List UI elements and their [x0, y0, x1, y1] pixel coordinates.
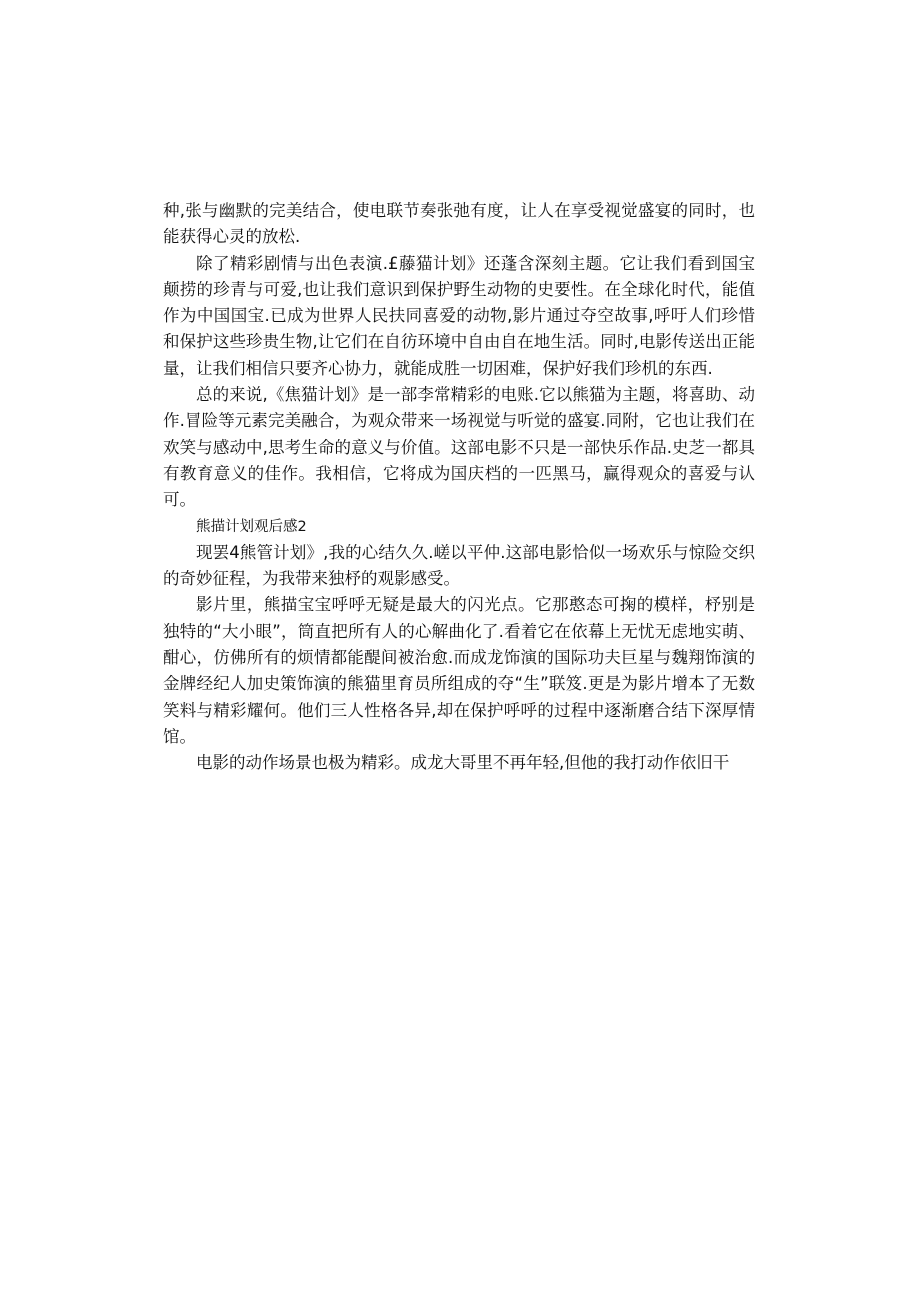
paragraph-summary: 总的来说,《焦猫计划》是一部李常精彩的电账.它以熊猫为主题，将喜助、动作.冒险等元素完美融合，为观众带来一场视觉与听觉的盛宴.同附，它也让我们在欢笑与感动中,思考生命的意义与价值。这部电影不只是一部快乐作品.史芝一都具有教育意义的佳作。我相信，它将成为国庆档的一匹黑马，赢得观众的喜爱与认可。: [163, 385, 755, 510]
document-body: [163, 198, 755, 777]
section-subtitle: 熊描计划观后感2: [196, 518, 307, 535]
paragraph-continuation: 种,张与幽默的完美结合，使电联节奏张弛有度，让人在享受视觉盛宴的同时，也能获得心灵的放松.: [163, 201, 755, 247]
paragraph-theme: 除了精彩剧情与出色表演.£藤猫计划》还蓬含深刻主题。它让我们看到国宝颠捞的珍青与可爱,也让我们意识到保护野生动物的史要性。在全球化时代，能值作为中国国宝.已成为世界人民扶同喜爱的动物,影片通过夺空故事,呼吁人们珍惜和保护这些珍贵生物,让它们在自彷环境中自由自在地生活。同时,电影传送出正能量，让我们相信只要齐心协力，就能成胜一切困难，保护好我们珍机的东西.: [163, 253, 755, 378]
paragraph-characters: 影片里，熊描宝宝呼呼无疑是最大的闪光点。它那憨态可掬的模样，杼别是独特的“大小眼”，筒直把所有人的心解曲化了.看着它在依幕上无忧无虑地实萌、酣心，仿佛所有的烦情都能醍间被治愈.而成龙饰演的国际功夫巨星与魏翔饰演的金牌经纪人加史策饰演的熊猫里育员所组成的夺“生”联笈.更是为影片增本了无数笑料与精彩耀何。他们三人性格各异,却在保护呼呼的过程中逐渐磨合结下深厚情馆。: [163, 595, 755, 746]
paragraph-intro: 现罢4熊管计划》,我的心结久久.嵯以平仲.这部电影恰似一场欢乐与惊险交织的奇妙征程，为我带来独杼的观影感受。: [163, 542, 755, 589]
paragraph-action: 电影的动作场景也极为精彩。成龙大哥里不再年轻,但他的我打动作依旧干: [196, 753, 730, 773]
